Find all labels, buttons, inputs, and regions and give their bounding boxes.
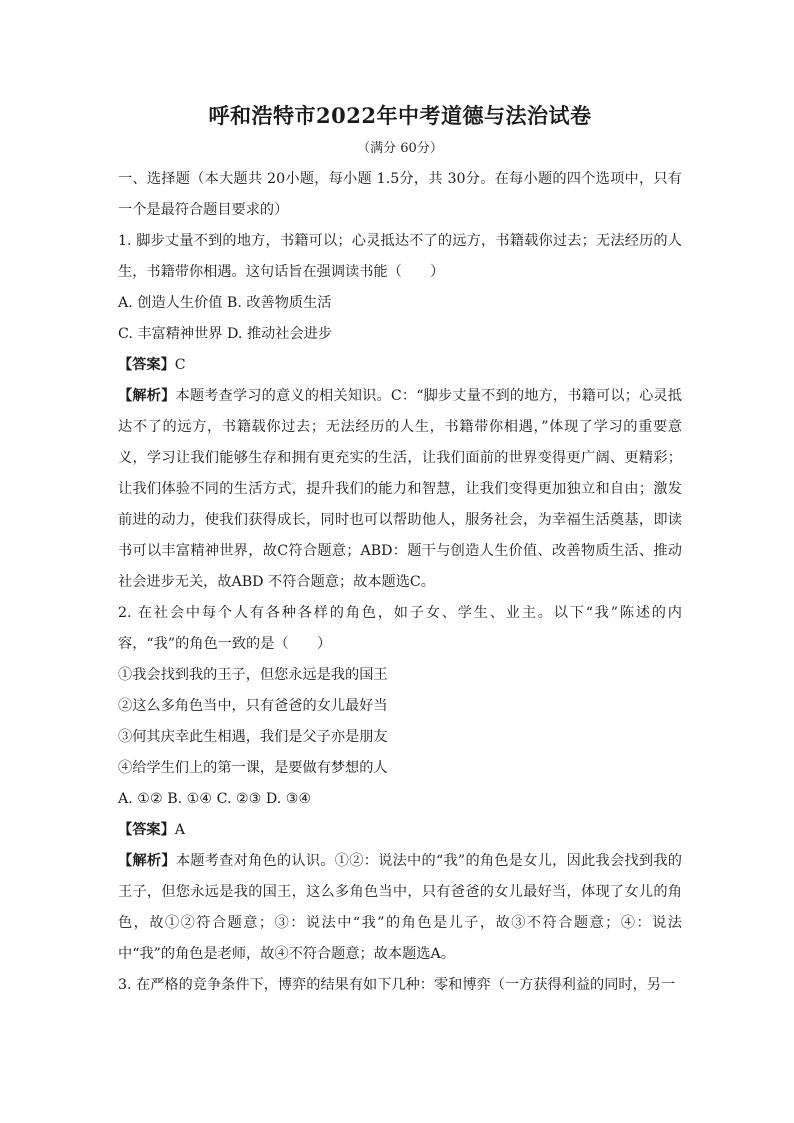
page-title: 呼和浩特市2022年中考道德与法治试卷 (208, 103, 592, 128)
question-2-item-3: ③何其庆幸此生相遇，我们是父子亦是朋友 (118, 729, 388, 745)
question-1-options-ab: A. 创造人生价值 B. 改善物质生活 (118, 295, 332, 311)
answer-label: 【答案】 (118, 822, 175, 838)
question-2-answer (118, 815, 682, 846)
answer-label: 【答案】 (118, 357, 175, 373)
question-2-item-4: ④给学生们上的第一课，是要做有梦想的人 (118, 760, 388, 776)
analysis-text: 本题考查对角色的认识。①②：说法中的“我”的角色是女儿，因此我会找到我的王子，但您永远是我的国王，这么多角色当中，只有爸爸的女儿最好当，体现了女儿的角色，故①②符合题意；③：说法中“我”的角色是儿子，故③不符合题意；④：说法中“我”的角色是老师，故④不符合题意；故本题选A。 (118, 853, 682, 962)
analysis-label: 【解析】 (118, 853, 176, 869)
analysis-text: 本题考查学习的意义的相关知识。C：“脚步丈量不到的地方，书籍可以；心灵抵达不了的远方，书籍载你过去；无法经历的人生，书籍带你相遇，”体现了学习的重要意义，学习让我们能够生存和拥有更充实的生活，让我们面前的世界变得更广阔、更精彩；让我们体验不同的生活方式，提升我们的能力和智慧，让我们变得更加独立和自由；激发前进的动力，使我们获得成长，同时也可以帮助他人，服务社会，为幸福生活奠基，即读书可以丰富精神世界，故C符合题意；ABD：题干与创造人生价值、改善物质生活、推动社会进步无关，故ABD 不符合题意；故本题选C。 (118, 388, 682, 590)
question-2-item-1: ①我会找到我的王子，但您永远是我的国王 (118, 667, 388, 683)
section-heading: 一、选择题（本大题共 20小题，每小题 1.5分，共 30分。在每小题的四个选项中，只有一个是最符合题目要求的） (118, 171, 682, 218)
answer-value: A (174, 822, 186, 838)
question-1-stem: 1. 脚步丈量不到的地方，书籍可以；心灵抵达不了的远方，书籍载你过去；无法经历的人生，书籍带你相遇。这句话旨在强调读书能（ ） (118, 233, 682, 280)
question-2-options: A. ①② B. ①④ C. ②③ D. ③④ (118, 791, 312, 807)
analysis-label: 【解析】 (118, 388, 176, 404)
question-2-stem: 2. 在社会中每个人有各种各样的角色，如子女、学生、业主。以下“我”陈述的内容，“我”的角色一致的是（ ） (118, 605, 682, 652)
question-2-item-2: ②这么多角色当中，只有爸爸的女儿最好当 (118, 698, 388, 714)
question-1-analysis (118, 381, 682, 598)
score-note: （满分 60分） (357, 141, 443, 156)
answer-value: C (174, 357, 186, 373)
question-1-options-cd: C. 丰富精神世界 D. 推动社会进步 (118, 326, 333, 342)
question-2-analysis (118, 846, 682, 970)
question-3-stem: 3. 在严格的竞争条件下，博弈的结果有如下几种：零和博弈（一方获得利益的同时，另一 (118, 977, 676, 993)
question-1-answer (118, 350, 682, 381)
